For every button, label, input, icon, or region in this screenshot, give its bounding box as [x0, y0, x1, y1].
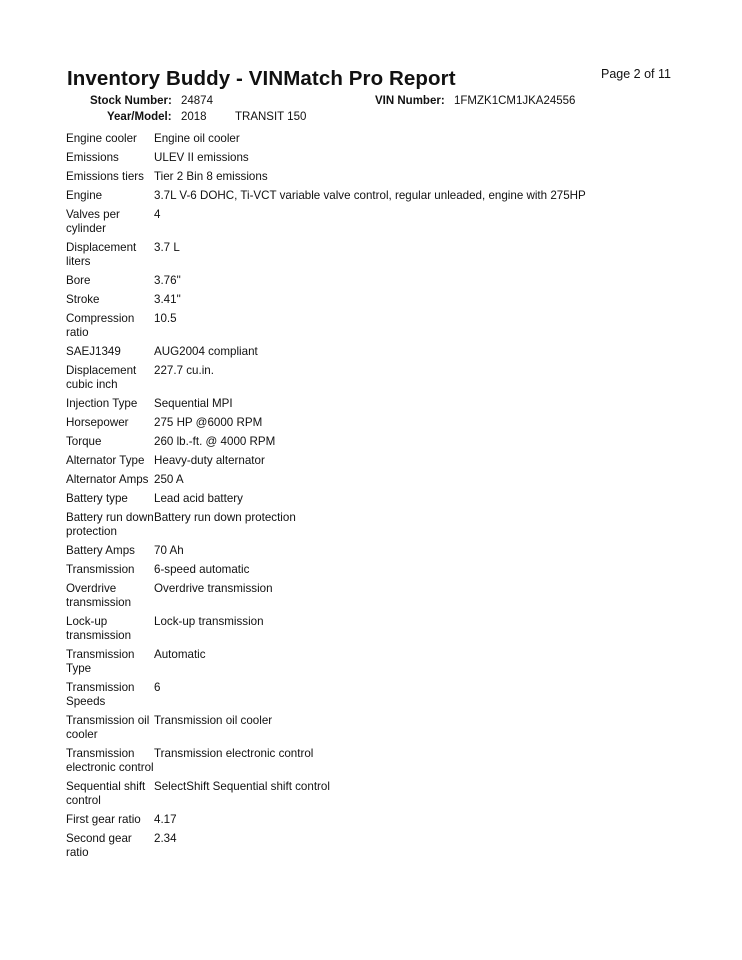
spec-value: 4.17 [154, 813, 177, 826]
spec-label: Engine [66, 189, 103, 202]
spec-value: Transmission electronic control [154, 747, 314, 760]
year-model-label: Year/Model: [107, 111, 172, 123]
spec-label: Emissions tiers [66, 170, 144, 183]
spec-table [66, 132, 666, 865]
spec-label: Transmission [66, 563, 135, 576]
spec-value: Heavy-duty alternator [154, 454, 265, 467]
report-title: Inventory Buddy - VINMatch Pro Report [67, 67, 456, 90]
spec-label: Transmission Speeds [66, 681, 135, 708]
spec-row [66, 813, 666, 827]
spec-label: Horsepower [66, 416, 129, 429]
spec-label: Battery run down protection [66, 511, 154, 538]
spec-label: Overdrive transmission [66, 582, 132, 609]
spec-label: Alternator Amps [66, 473, 149, 486]
spec-label: Battery Amps [66, 544, 135, 557]
spec-row [66, 615, 666, 643]
spec-value: Overdrive transmission [154, 582, 273, 595]
spec-value: Battery run down protection [154, 511, 296, 524]
spec-label: Engine cooler [66, 132, 137, 145]
spec-label: Torque [66, 435, 102, 448]
spec-row [66, 189, 666, 203]
spec-label: Stroke [66, 293, 100, 306]
spec-row [66, 454, 666, 468]
spec-label: First gear ratio [66, 813, 141, 826]
spec-label: Displacement liters [66, 241, 137, 268]
spec-row [66, 681, 666, 709]
spec-value: 275 HP @6000 RPM [154, 416, 263, 429]
spec-row [66, 648, 666, 676]
spec-row [66, 563, 666, 577]
spec-label: Transmission oil cooler [66, 714, 150, 741]
vin-value: 1FMZK1CM1JKA24556 [454, 95, 576, 107]
spec-value: 6 [154, 681, 161, 694]
spec-row [66, 416, 666, 430]
spec-row [66, 345, 666, 359]
spec-value: ULEV II emissions [154, 151, 249, 164]
spec-value: 227.7 cu.in. [154, 364, 214, 377]
spec-label: Injection Type [66, 397, 138, 410]
spec-row [66, 832, 666, 860]
spec-row [66, 473, 666, 487]
spec-value: 2.34 [154, 832, 177, 845]
spec-label: Valves per cylinder [66, 208, 120, 235]
spec-value: 260 lb.-ft. @ 4000 RPM [154, 435, 276, 448]
spec-row [66, 170, 666, 184]
stock-number-label: Stock Number: [90, 95, 172, 107]
spec-label: Displacement cubic inch [66, 364, 137, 391]
vin-label: VIN Number: [375, 95, 445, 107]
spec-value: SelectShift Sequential shift control [154, 780, 330, 793]
spec-value: Tier 2 Bin 8 emissions [154, 170, 268, 183]
spec-label: Transmission electronic control [66, 747, 154, 774]
spec-label: Battery type [66, 492, 128, 505]
spec-value: 3.7 L [154, 241, 180, 254]
spec-value: Sequential MPI [154, 397, 233, 410]
spec-row [66, 511, 666, 539]
spec-value: 4 [154, 208, 161, 221]
spec-row [66, 132, 666, 146]
spec-value: 10.5 [154, 312, 177, 325]
spec-row [66, 714, 666, 742]
spec-row [66, 582, 666, 610]
spec-value: Transmission oil cooler [154, 714, 273, 727]
spec-label: Lock-up transmission [66, 615, 132, 642]
year-value: 2018 [181, 111, 207, 123]
spec-row [66, 364, 666, 392]
spec-value: 6-speed automatic [154, 563, 250, 576]
spec-row [66, 435, 666, 449]
spec-value: 3.7L V-6 DOHC, Ti-VCT variable valve control, regular unleaded, engine with 275HP [154, 189, 586, 202]
spec-row [66, 293, 666, 307]
spec-label: Compression ratio [66, 312, 135, 339]
spec-label: Alternator Type [66, 454, 145, 467]
spec-row [66, 544, 666, 558]
spec-label: Sequential shift control [66, 780, 146, 807]
spec-label: Transmission Type [66, 648, 135, 675]
spec-label: Second gear ratio [66, 832, 132, 859]
spec-row [66, 397, 666, 411]
spec-row [66, 151, 666, 165]
spec-row [66, 747, 666, 775]
spec-value: 70 Ah [154, 544, 184, 557]
spec-row [66, 208, 666, 236]
spec-value: Engine oil cooler [154, 132, 240, 145]
spec-label: Bore [66, 274, 91, 287]
spec-value: 250 A [154, 473, 184, 486]
spec-row [66, 312, 666, 340]
spec-row [66, 241, 666, 269]
spec-label: SAEJ1349 [66, 345, 121, 358]
spec-row [66, 492, 666, 506]
page-number: Page 2 of 11 [601, 67, 671, 81]
spec-value: 3.76" [154, 274, 181, 287]
spec-value: Automatic [154, 648, 206, 661]
model-value: TRANSIT 150 [235, 111, 307, 123]
spec-value: AUG2004 compliant [154, 345, 258, 358]
spec-row [66, 780, 666, 808]
spec-value: 3.41" [154, 293, 181, 306]
spec-row [66, 274, 666, 288]
spec-value: Lock-up transmission [154, 615, 264, 628]
stock-number-value: 24874 [181, 95, 213, 107]
spec-value: Lead acid battery [154, 492, 243, 505]
spec-label: Emissions [66, 151, 119, 164]
